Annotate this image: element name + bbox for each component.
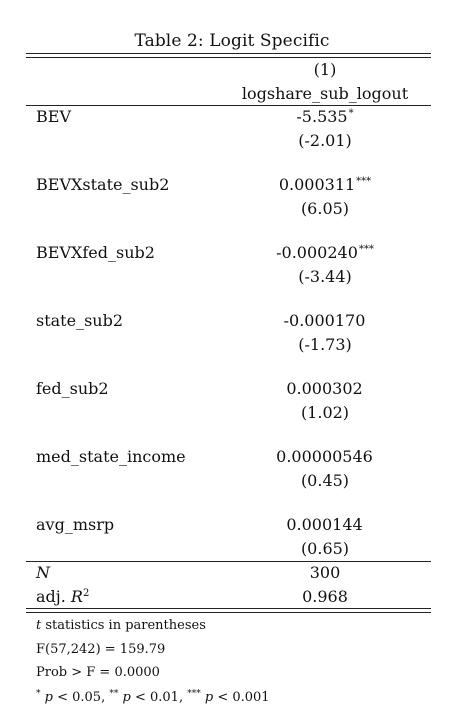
coef-value: -0.000240*** [276, 243, 374, 262]
header-rule [26, 105, 431, 106]
row-label: BEV [36, 107, 71, 126]
t-stat: (1.02) [300, 403, 350, 422]
row-label: state_sub2 [36, 311, 124, 330]
r2-value: 0.968 [302, 587, 348, 606]
note-significance: * p < 0.05, ** p < 0.01, *** p < 0.001 [36, 689, 270, 705]
bottom-rule-1 [26, 608, 431, 609]
t-stat: (0.65) [300, 539, 350, 558]
t-stat: (0.45) [300, 471, 350, 490]
note-tstat: t statistics in parentheses [36, 618, 206, 633]
bottom-rule-2 [26, 612, 431, 613]
sig-stars: *** [356, 176, 372, 187]
coef-value: 0.000144 [286, 515, 363, 534]
top-rule-1 [26, 53, 431, 54]
row-label: BEVXfed_sub2 [36, 243, 155, 262]
coef-value: 0.00000546 [276, 447, 373, 466]
coef-value: 0.000311*** [278, 175, 372, 194]
top-rule-2 [26, 57, 431, 58]
t-stat: (-1.73) [298, 335, 352, 354]
note-f-test: F(57,242) = 159.79 [36, 642, 166, 657]
coef-value: -5.535* [296, 107, 354, 126]
t-stat: (-3.44) [298, 267, 352, 286]
t-stat: (-2.01) [298, 131, 352, 150]
stats-rule [26, 561, 431, 562]
coef-value: 0.000302 [286, 379, 363, 398]
n-label: N [36, 563, 50, 582]
r2-label: adj. $R^2$ [36, 587, 90, 606]
sig-stars: *** [358, 244, 374, 255]
t-stat: (6.05) [300, 199, 350, 218]
sig-stars: * [348, 108, 354, 119]
row-label: med_state_income [36, 447, 186, 466]
table-title: Table 2: Logit Specific [134, 31, 330, 51]
column-number: (1) [313, 60, 337, 79]
row-label: avg_msrp [36, 515, 115, 534]
row-label: BEVXstate_sub2 [36, 175, 170, 194]
coef-value: -0.000170 [283, 311, 366, 330]
column-name: logshare_sub_logout [241, 84, 409, 103]
row-label: fed_sub2 [36, 379, 109, 398]
n-value: 300 [309, 563, 341, 582]
note-prob-f: Prob > F = 0.0000 [36, 665, 160, 680]
